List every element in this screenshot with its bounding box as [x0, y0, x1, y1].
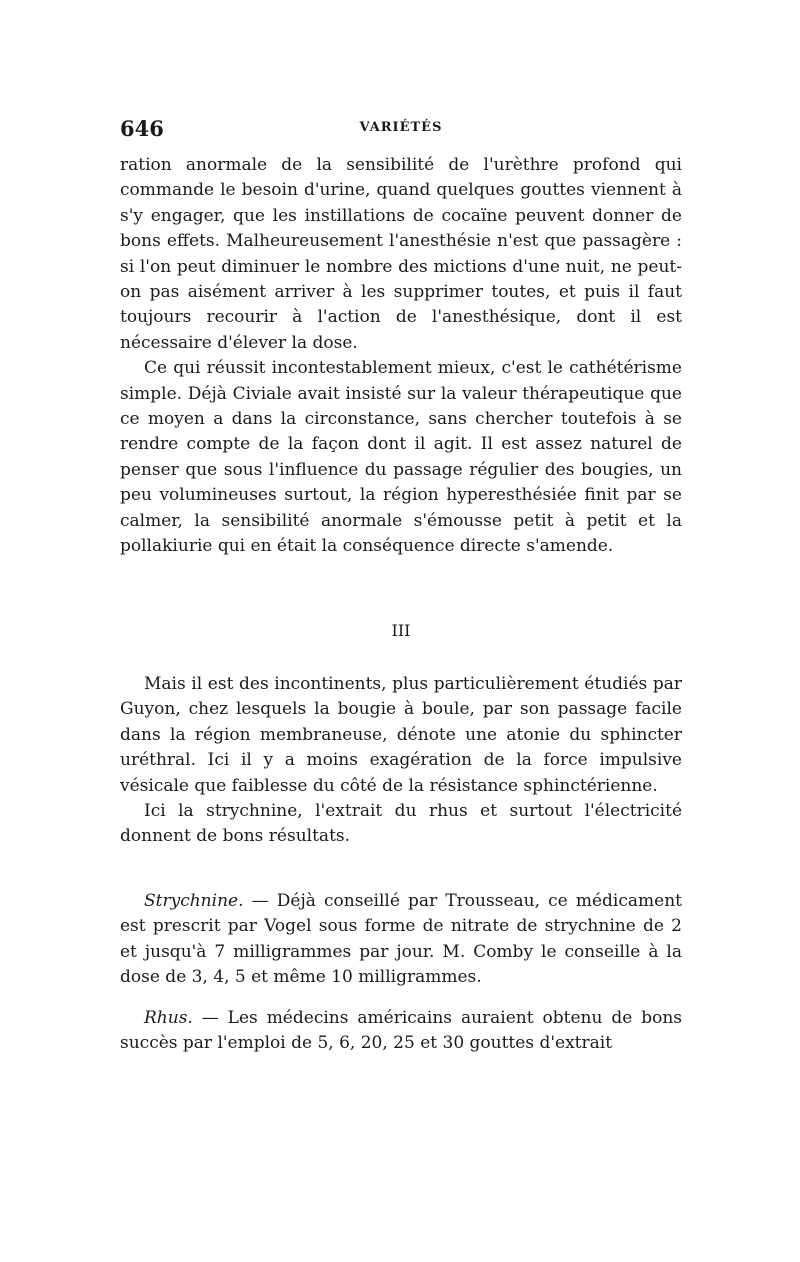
- rhus-text: — Les médecins américains auraient obtenu de bons succès par l'emploi de 5, 6, 20, 25 et 30 gouttes d'extrait: [120, 1008, 682, 1054]
- page-number: 646: [120, 116, 164, 141]
- strychnine-term: Strychnine.: [144, 891, 244, 911]
- paragraph-2: Ce qui réussit incontestablement mieux, c'est le cathétérisme simple. Déjà Civiale avait insisté sur la valeur thérapeutique que ce moyen a dans la circonstance, sans chercher toutefois à se rendre compte de la façon dont il agit. Il est assez naturel de penser que sous l'influence du passage régulier des bougies, un peu volumineuses surtout, la région hyperesthésiée finit par se calmer, la sensibilité anormale s'émousse petit à petit et la pollakiurie qui en était la conséquence directe s'amende.: [120, 358, 682, 557]
- strychnine-block: [120, 889, 682, 991]
- strychnine-paragraph: [120, 889, 682, 991]
- text-block-2: [120, 672, 682, 850]
- section-heading: III: [391, 621, 411, 640]
- running-title: VARIÉTÉS: [359, 120, 443, 135]
- paragraph-4: Ici la strychnine, l'extrait du rhus et surtout l'électricité donnent de bons résultats.: [120, 801, 682, 847]
- paragraph-3: Mais il est des incontinents, plus particulièrement étudiés par Guyon, chez lesquels la bougie à boule, par son passage facile dans la région membraneuse, dénote une atonie du sphincter uréthral. Ici il y a moins exagération de la force impulsive vésicale que faiblesse du côté de la résistance sphinctérienne.: [120, 674, 682, 796]
- page-header: [120, 116, 682, 146]
- rhus-paragraph: [120, 1006, 682, 1057]
- rhus-term: Rhus.: [144, 1008, 193, 1028]
- text-block-1: [120, 153, 682, 560]
- rhus-block: [120, 1006, 682, 1057]
- strychnine-text: — Déjà conseillé par Trousseau, ce médicament est prescrit par Vogel sous forme de nitrate de strychnine de 2 et jusqu'à 7 milligrammes par jour. M. Comby le conseille à la dose de 3, 4, 5 et même 10 milligrammes.: [120, 891, 682, 988]
- paragraph-1: ration anormale de la sensibilité de l'urèthre profond qui commande le besoin d'urine, quand quelques gouttes viennent à s'y engager, que les instillations de cocaïne peuvent donner de bons effets. Malheureusement l'anesthésie n'est que passagère : si l'on peut diminuer le nombre des mictions d'une nuit, ne peut-on pas aisément arriver à les supprimer toutes, et puis il faut toujours recourir à l'action de l'anesthésique, dont il est nécessaire d'élever la dose.: [120, 155, 682, 353]
